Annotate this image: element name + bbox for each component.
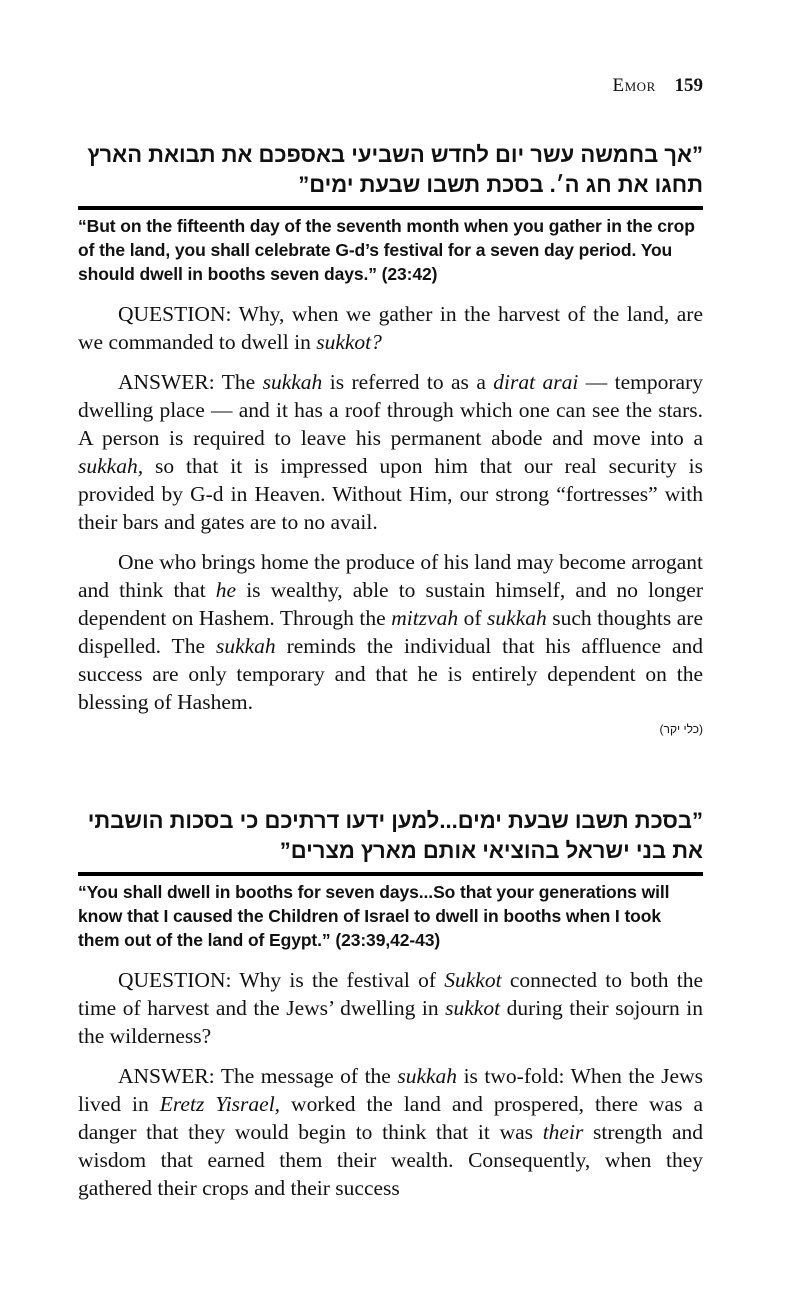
question-paragraph: QUESTION: Why is the festival of Sukkot connected to both the time of harvest and the Jews’ dwelling in sukkot during their sojourn in the wilderness? <box>78 968 703 1048</box>
hebrew-verse <box>78 140 703 200</box>
body-paragraph: One who brings home the produce of his land may become arrogant and think that he is wealthy, able to sustain himself, and no longer dependent on Hashem. Through the mitzvah of sukkah such thoughts are dispelled. The sukkah reminds the individual that his affluence and success are only temporary and that he is entirely dependent on the blessing of Hashem. <box>78 550 703 714</box>
hebrew-line: ”בסכת תשבו שבעת ימים...למען ידעו דרתיכם כי בסכות הושבתי <box>87 808 703 833</box>
chapter-title: Emor <box>612 75 656 96</box>
divider-rule <box>78 206 703 210</box>
hebrew-line: תחגו את חג ה׳. בסכת תשבו שבעת ימים” <box>298 172 703 197</box>
hebrew-line: ”אך בחמשה עשר יום לחדש השביעי באספכם את תבואת הארץ <box>87 142 703 167</box>
section-1 <box>78 140 703 736</box>
page-number: 159 <box>674 75 703 96</box>
hebrew-verse <box>78 806 703 866</box>
answer-paragraph: ANSWER: The message of the sukkah is two-fold: When the Jews lived in Eretz Yisrael, worked the land and prospered, there was a danger that they would begin to think that it was their strength and wisdom that earned them their wealth. Consequently, when they gathered their crops and their success <box>78 1064 704 1200</box>
divider-rule <box>78 872 703 876</box>
running-head <box>613 75 703 97</box>
hebrew-line: את בני ישראל בהוציאי אותם מארץ מצרים” <box>279 838 703 863</box>
question-paragraph: QUESTION: Why, when we gather in the harvest of the land, are we commanded to dwell in sukkot? <box>78 302 703 354</box>
answer-paragraph: ANSWER: The sukkah is referred to as a dirat arai — temporary dwelling place — and it has a roof through which one can see the stars. A person is required to leave his permanent abode and move into a sukkah, so that it is impressed upon him that our real security is provided by G-d in Heaven. Without Him, our strong “fortresses” with their bars and gates are to no avail. <box>78 370 704 534</box>
source-citation: (כלי יקר) <box>659 722 703 736</box>
section-2 <box>78 806 703 1202</box>
english-verse: “But on the fifteenth day of the seventh month when you gather in the crop of the land, you shall celebrate G-d’s festival for a seven day period. You should dwell in booths seven days.” (23:42) <box>78 216 695 284</box>
english-verse: “You shall dwell in booths for seven days...So that your generations will know that I caused the Children of Israel to dwell in booths when I took them out of the land of Egypt.” (23:39,42-43) <box>78 882 670 950</box>
